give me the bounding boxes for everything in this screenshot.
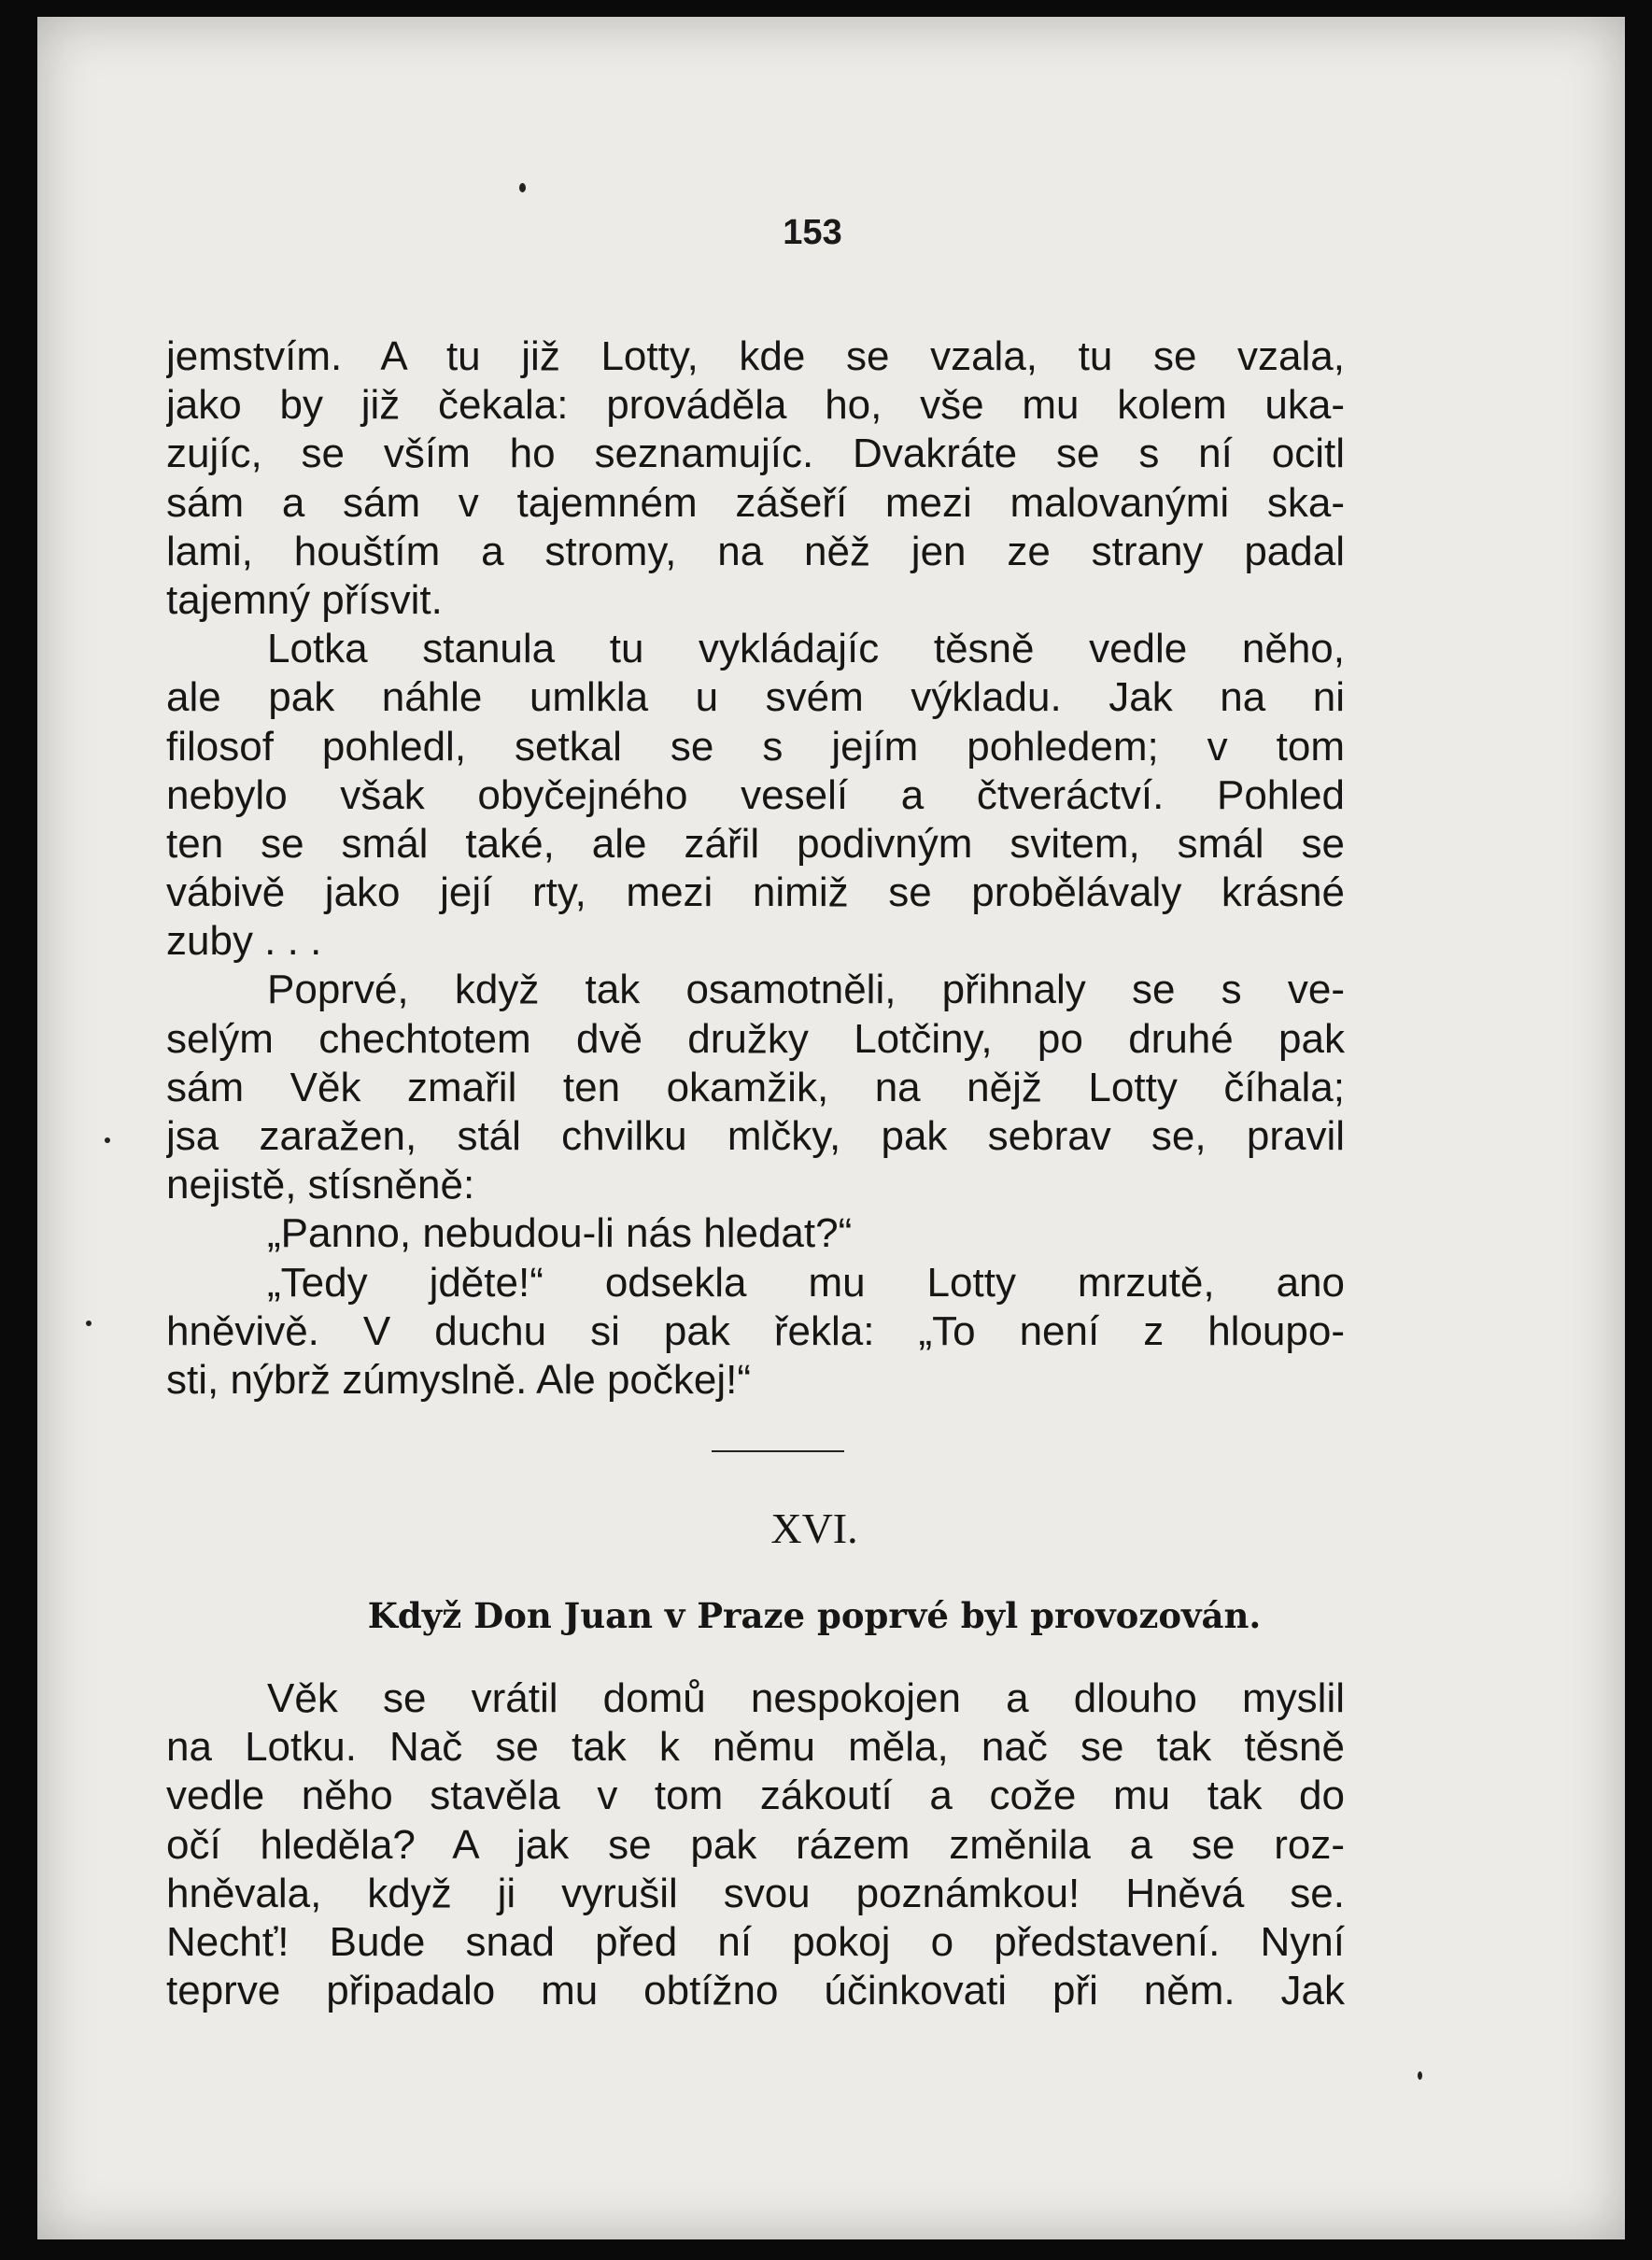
text-line: Věk se vrátil domů nespokojen a dlouho myslil (267, 1675, 1345, 1721)
text-line: očí hleděla? A jak se pak rázem změnila a se roz- (166, 1821, 1345, 1868)
text-line: jemstvím. A tu již Lotty, kde se vzala, tu se vzala, (166, 333, 1345, 379)
section-divider (712, 1450, 844, 1452)
scan-speck (105, 1137, 110, 1143)
text-line: sám Věk zmařil ten okamžik, na nějž Lotty číhala; (166, 1064, 1345, 1110)
text-line: Poprvé, když tak osamotněli, přihnaly se s ve- (267, 967, 1345, 1013)
text-line: nejistě, stísněně: (166, 1162, 475, 1208)
text-line: zuby . . . (166, 918, 322, 965)
text-line: hněvivě. V duchu si pak řekla: „To není z hloupo- (166, 1307, 1345, 1354)
text-line: zujíc, se vším ho seznamujíc. Dvakráte se s ní ocitl (166, 431, 1345, 477)
scan-speck (86, 1321, 92, 1326)
text-line: vedle něho stavěla v tom zákoutí a cože mu tak do (166, 1773, 1345, 1819)
text-line: tajemný přísvit. (166, 576, 443, 623)
text-line: ale pak náhle umlkla u svém výkladu. Jak na ni (166, 674, 1345, 721)
text-line: jako by již čekala: prováděla ho, vše mu kolem uka- (166, 382, 1345, 429)
text-line: filosof pohledl, setkal se s jejím pohledem; v tom (166, 723, 1345, 770)
text-line: sti, nýbrž zúmyslně. Ale počkej!“ (166, 1356, 752, 1403)
text-line: Lotka stanula tu vykládajíc těsně vedle něho, (267, 626, 1345, 672)
scan-speck (519, 183, 526, 192)
text-section-1 (166, 332, 1345, 1405)
chapter-number: XVI. (770, 1504, 858, 1552)
text-line: sám a sám v tajemném zášeří mezi malovanými ska- (166, 479, 1345, 526)
text-line: Nechť! Bude snad před ní pokoj o představení. Nyní (166, 1918, 1345, 1965)
text-line: jsa zaražen, stál chvilku mlčky, pak sebrav se, pravil (166, 1113, 1345, 1159)
text-line: na Lotku. Nač se tak k němu měla, nač se tak těsně (166, 1724, 1345, 1771)
text-line: vábivě jako její rty, mezi nimiž se probělávaly krásné (166, 869, 1345, 916)
text-line: nebylo však obyčejného veselí a čtveráctví. Pohled (166, 771, 1345, 818)
text-line: „Panno, nebudou-li nás hledat?“ (267, 1210, 853, 1257)
text-line: „Tedy jděte!“ odsekla mu Lotty mrzutě, ano (267, 1259, 1345, 1306)
book-page (37, 17, 1625, 2239)
text-line: ten se smál také, ale zářil podivným svitem, smál se (166, 820, 1345, 867)
chapter-title: Když Don Juan v Praze poprvé byl provozován. (367, 1595, 1262, 1636)
scan-speck (1418, 2071, 1422, 2080)
text-line: teprve připadalo mu obtížno účinkovati při něm. Jak (166, 1968, 1345, 2014)
text-section-2 (166, 1674, 1345, 2015)
text-line: lami, houštím a stromy, na něž jen ze strany padal (166, 528, 1345, 574)
text-line: selým chechtotem dvě družky Lotčiny, po druhé pak (166, 1015, 1345, 1062)
text-line: hněvala, když ji vyrušil svou poznámkou! Hněvá se. (166, 1870, 1345, 1916)
page-number: 153 (783, 213, 842, 252)
